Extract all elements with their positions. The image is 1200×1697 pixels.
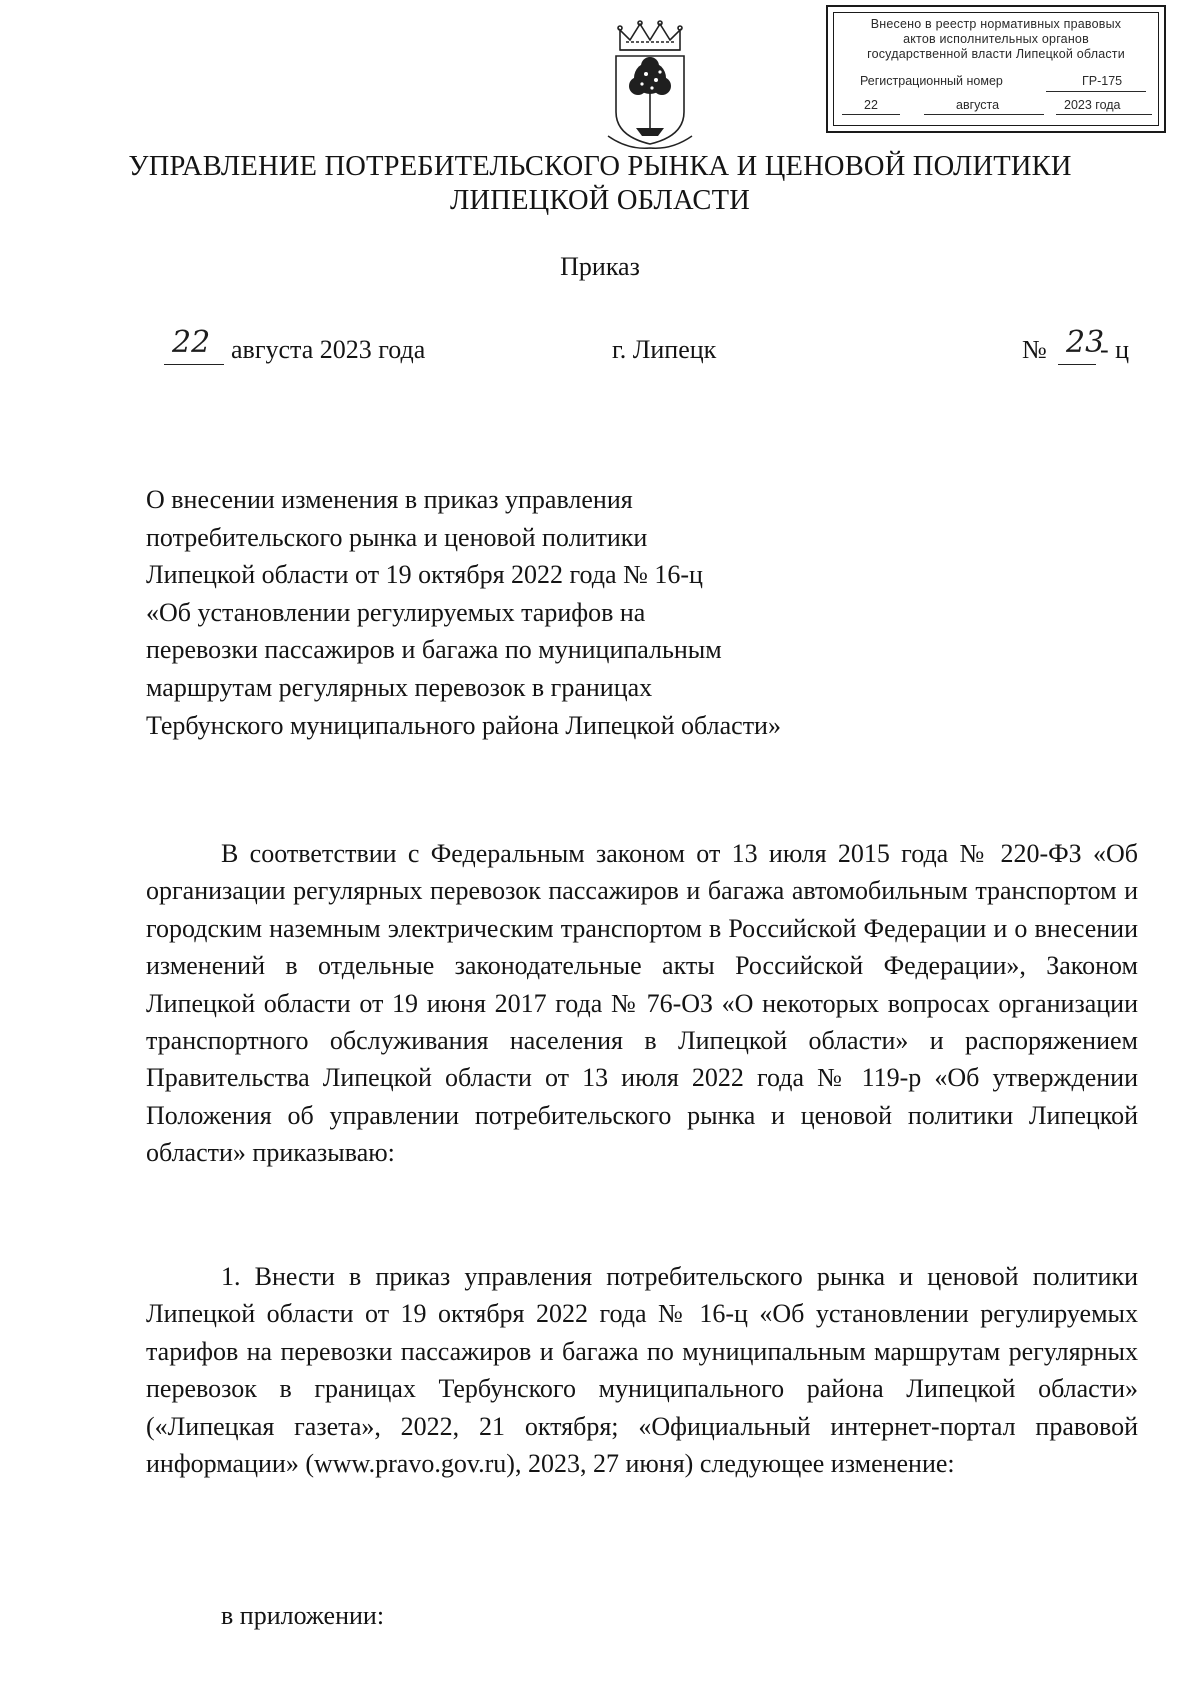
subject-line: маршрутам регулярных перевозок в границах: [146, 672, 653, 702]
stamp-reg-number-underline: [1046, 91, 1146, 92]
subject-line: Тербунского муниципального района Липецкой области»: [146, 710, 781, 740]
stamp-day-underline: [842, 114, 900, 115]
stamp-year: 2023 года: [1064, 98, 1121, 112]
body-paragraph-preamble: В соответствии с Федеральным законом от 13 июля 2015 года № 220-ФЗ «Об организации регулярных перевозок пассажиров и багажа автомобильным транспортом и городским наземным электрическим транспортом в Российской Федерации и о внесении изменений в отдельные законодательные акты Российской Федерации», Законом Липецкой области от 19 июня 2017 года № 76-ОЗ «О некоторых вопросах организации транспортного обслуживания населения в Липецкой области» и распоряжением Правительства Липецкой области от 13 июля 2022 года № 119-р «Об утверждении Положения об управлении потребительского рынка и ценовой политики Липецкой области» приказываю:: [146, 839, 1138, 1168]
date-month-year: августа 2023 года: [231, 335, 426, 364]
document-number-underline: [1058, 364, 1096, 365]
stamp-month-underline: [924, 114, 1044, 115]
city: г. Липецк: [612, 335, 717, 364]
date-day-underline: [164, 364, 224, 365]
stamp-reg-number: ГР-175: [1082, 74, 1123, 88]
org-name-line-2: ЛИПЕЦКОЙ ОБЛАСТИ: [449, 185, 750, 216]
stamp-reg-label: Регистрационный номер: [860, 74, 1003, 88]
stamp-day: 22: [864, 98, 878, 112]
subject-line: перевозки пассажиров и багажа по муниципальным: [146, 635, 722, 665]
document-subject: [146, 481, 866, 744]
number-sign: №: [1022, 335, 1047, 364]
document-type: Приказ: [560, 252, 640, 281]
registry-stamp: [826, 5, 1166, 133]
subject-line: «Об установлении регулируемых тарифов на: [146, 597, 646, 627]
number-suffix: - ц: [1100, 335, 1130, 364]
date-day-handwritten: 22: [172, 325, 211, 360]
org-name-line-1: УПРАВЛЕНИЕ ПОТРЕБИТЕЛЬСКОГО РЫНКА И ЦЕНОВОЙ ПОЛИТИКИ: [128, 151, 1072, 182]
subject-line: О внесении изменения в приказ управления: [146, 485, 633, 514]
stamp-line-2: актов исполнительных органов: [903, 32, 1089, 46]
subject-line: потребительского рынка и ценовой политики: [146, 522, 648, 552]
subject-line: Липецкой области от 19 октября 2022 года № 16-ц: [146, 560, 703, 590]
stamp-month: августа: [956, 98, 1000, 112]
body-paragraph-annex: в приложении:: [221, 1601, 385, 1630]
coat-of-arms-icon: [606, 20, 694, 152]
stamp-line-1: Внесено в реестр нормативных правовых: [870, 17, 1122, 31]
document-number-handwritten: 23: [1066, 325, 1105, 360]
body-paragraph-item-1: 1. Внести в приказ управления потребительского рынка и ценовой политики Липецкой области от 19 октября 2022 года № 16-ц «Об установлении регулируемых тарифов на перевозки пассажиров и багажа по муниципальным маршрутам регулярных перевозок в границах Тербунского муниципального района Липецкой области» («Липецкая газета», 2022, 21 октября; «Официальный интернет-портал правовой информации» (www.pravo.gov.ru), 2023, 27 июня) следующее изменение:: [146, 1262, 1138, 1479]
stamp-year-underline: [1056, 114, 1152, 115]
stamp-line-3: государственной власти Липецкой области: [867, 47, 1125, 61]
